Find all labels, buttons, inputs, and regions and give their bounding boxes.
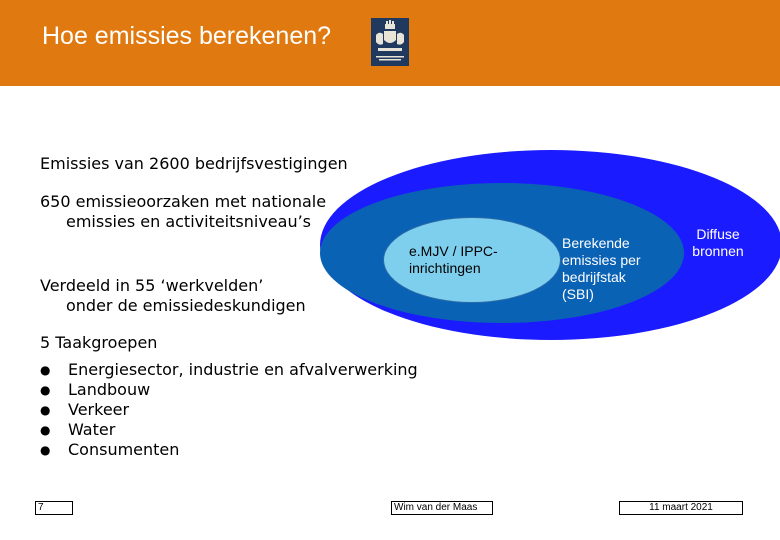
- bullet-icon: ●: [40, 383, 51, 397]
- body-line-taakgroepen: 5 Taakgroepen: [40, 333, 158, 352]
- list-item: ● Water: [40, 420, 116, 439]
- taakgroepen-list: [40, 360, 418, 460]
- body-line-vestigingen: Emissies van 2600 bedrijfsvestigingen: [40, 154, 348, 173]
- body-line-werkvelden-cont: onder de emissiedeskundigen: [66, 296, 306, 315]
- body-line-emissieoorzaken-cont: emissies en activiteitsniveau’s: [66, 212, 311, 231]
- slide-title: Hoe emissies berekenen?: [42, 22, 332, 50]
- outer-ellipse-label: [688, 226, 748, 260]
- inner-ellipse-label: [409, 243, 498, 277]
- title-bar: [0, 0, 780, 86]
- middle-label-line: bedrijfstak: [562, 269, 626, 285]
- bullet-icon: ●: [40, 403, 51, 417]
- middle-label-line: Berekende: [562, 235, 630, 251]
- inner-label-line: inrichtingen: [409, 260, 481, 276]
- middle-label-line: (SBI): [562, 286, 594, 302]
- bullet-icon: ●: [40, 363, 51, 377]
- outer-label-line: Diffuse: [696, 226, 740, 242]
- list-item: ● Energiesector, industrie en afvalverwerking: [40, 360, 418, 379]
- footer-date: 11 maart 2021: [619, 501, 743, 515]
- middle-ellipse-label: [562, 235, 641, 303]
- list-item: ● Consumenten: [40, 440, 180, 459]
- bullet-icon: ●: [40, 423, 51, 437]
- list-item: ● Landbouw: [40, 380, 151, 399]
- outer-label-line: bronnen: [692, 243, 744, 259]
- bullet-icon: ●: [40, 443, 51, 457]
- footer-page-number: 7: [35, 501, 73, 515]
- list-item: ● Verkeer: [40, 400, 130, 419]
- middle-label-line: emissies per: [562, 252, 641, 268]
- body-line-werkvelden: Verdeeld in 55 ‘werkvelden’: [40, 276, 264, 295]
- inner-label-line: e.MJV / IPPC-: [409, 243, 498, 259]
- body-line-emissieoorzaken: 650 emissieoorzaken met nationale: [40, 192, 327, 211]
- footer-author: Wim van der Maas: [391, 501, 493, 515]
- rijksoverheid-crest-logo: [371, 18, 409, 66]
